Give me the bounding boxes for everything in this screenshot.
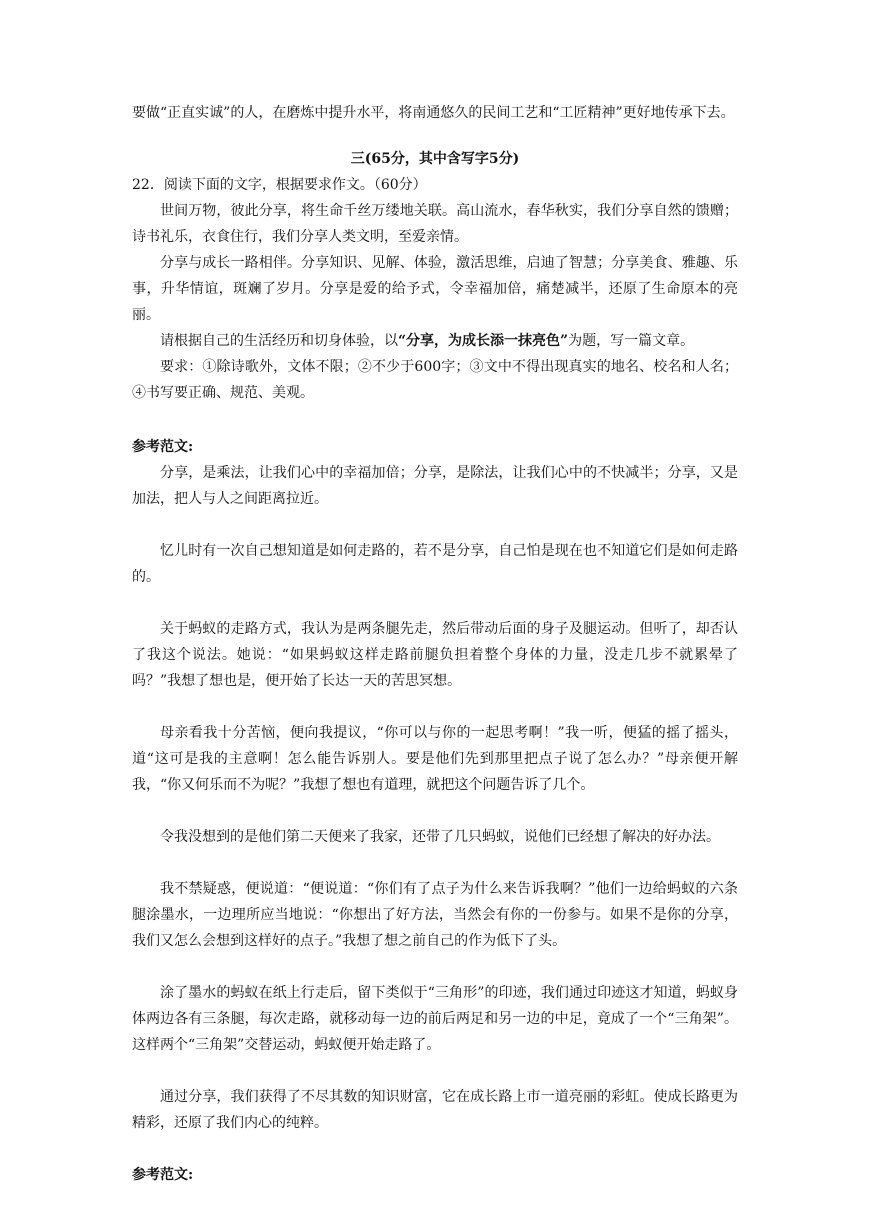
question-header: 22．阅读下面的文字，根据要求作文。（60分）: [132, 177, 427, 193]
question-paragraph: 分享与成长一路相伴。分享知识、见解、体验，激活思维，启迪了智慧；分享美食、雅趣、乐事，升华情谊，斑斓了岁月。分享是爱的给予式，令幸福加倍，痛楚减半，还原了生命原本的亮丽。: [132, 255, 738, 323]
question-paragraph: 世间万物，彼此分享，将生命千丝万缕地关联。高山流水，春华秋实，我们分享自然的馈赠；诗书礼乐，衣食住行，我们分享人类文明，至爱亲情。: [132, 203, 738, 245]
second-essay-heading: 参考范文:: [132, 1167, 194, 1183]
essay-paragraph: 令我没想到的是他们第二天便来了我家，还带了几只蚂蚁，说他们已经想了解决的好办法。: [160, 829, 720, 845]
essay-paragraph: 忆儿时有一次自己想知道是如何走路的，若不是分享，自己怕是现在也不知道它们是如何走路的。: [132, 543, 738, 585]
prompt-before: 请根据自己的生活经历和切身体验，以: [160, 333, 398, 349]
essay-paragraph: 关于蚂蚁的走路方式，我认为是两条腿先走，然后带动后面的身子及腿运动。但听了，却否认了我这个说法。她说：“如果蚂蚁这样走路前腿负担着整个身体的力量，没走几步不就累晕了吗？”我想了想也是，便开始了长达一天的苦思冥想。: [132, 621, 738, 689]
essay-heading: 参考范文:: [132, 439, 194, 455]
essay-title-prompt: “分享，为成长添一抹亮色”: [398, 333, 569, 349]
question-requirements: 要求：①除诗歌外，文体不限；②不少于600字；③文中不得出现真实的地名、校名和人名；④书写要正确、规范、美观。: [132, 359, 738, 401]
prompt-after: 为题，写一篇文章。: [568, 333, 695, 349]
section-title: 三(65分，其中含写字5分): [350, 151, 520, 167]
essay-paragraph: 分享，是乘法，让我们心中的幸福加倍；分享，是除法，让我们心中的不快减半；分享，又是加法，把人与人之间距离拉近。: [132, 465, 738, 507]
intro-paragraph: 要做“正直实诚”的人，在磨炼中提升水平，将南通悠久的民间工艺和“工匠精神”更好地传承下去。: [132, 105, 735, 121]
essay-paragraph: 母亲看我十分苦恼，便向我提议，“你可以与你的一起思考啊！”我一听，便猛的摇了摇头，道“这可是我的主意啊！怎么能告诉别人。要是他们先到那里把点子说了怎么办？”母亲便开解我，“你又何乐而不为呢？”我想了想也有道理，就把这个问题告诉了几个。: [132, 725, 738, 793]
question-prompt: [132, 328, 738, 354]
essay-paragraph: 涂了墨水的蚂蚁在纸上行走后，留下类似于“三角形”的印迹，我们通过印迹这才知道，蚂蚁身体两边各有三条腿，每次走路，就移动每一边的前后两足和另一边的中足，竟成了一个“三角架”。这样两个“三角架”交替运动，蚂蚁便开始走路了。: [132, 985, 738, 1053]
document-page: [132, 100, 738, 1188]
essay-paragraph: 我不禁疑惑，便说道：“便说道：“你们有了点子为什么来告诉我啊？”他们一边给蚂蚁的六条腿涂墨水，一边理所应当地说：“你想出了好方法，当然会有你的一份参与。如果不是你的分享，我们又怎么会想到这样好的点子。”我想了想之前自己的作为低下了头。: [132, 881, 738, 949]
essay-paragraph: 通过分享，我们获得了不尽其数的知识财富，它在成长路上市一道亮丽的彩虹。使成长路更为精彩，还原了我们内心的纯粹。: [132, 1089, 738, 1131]
